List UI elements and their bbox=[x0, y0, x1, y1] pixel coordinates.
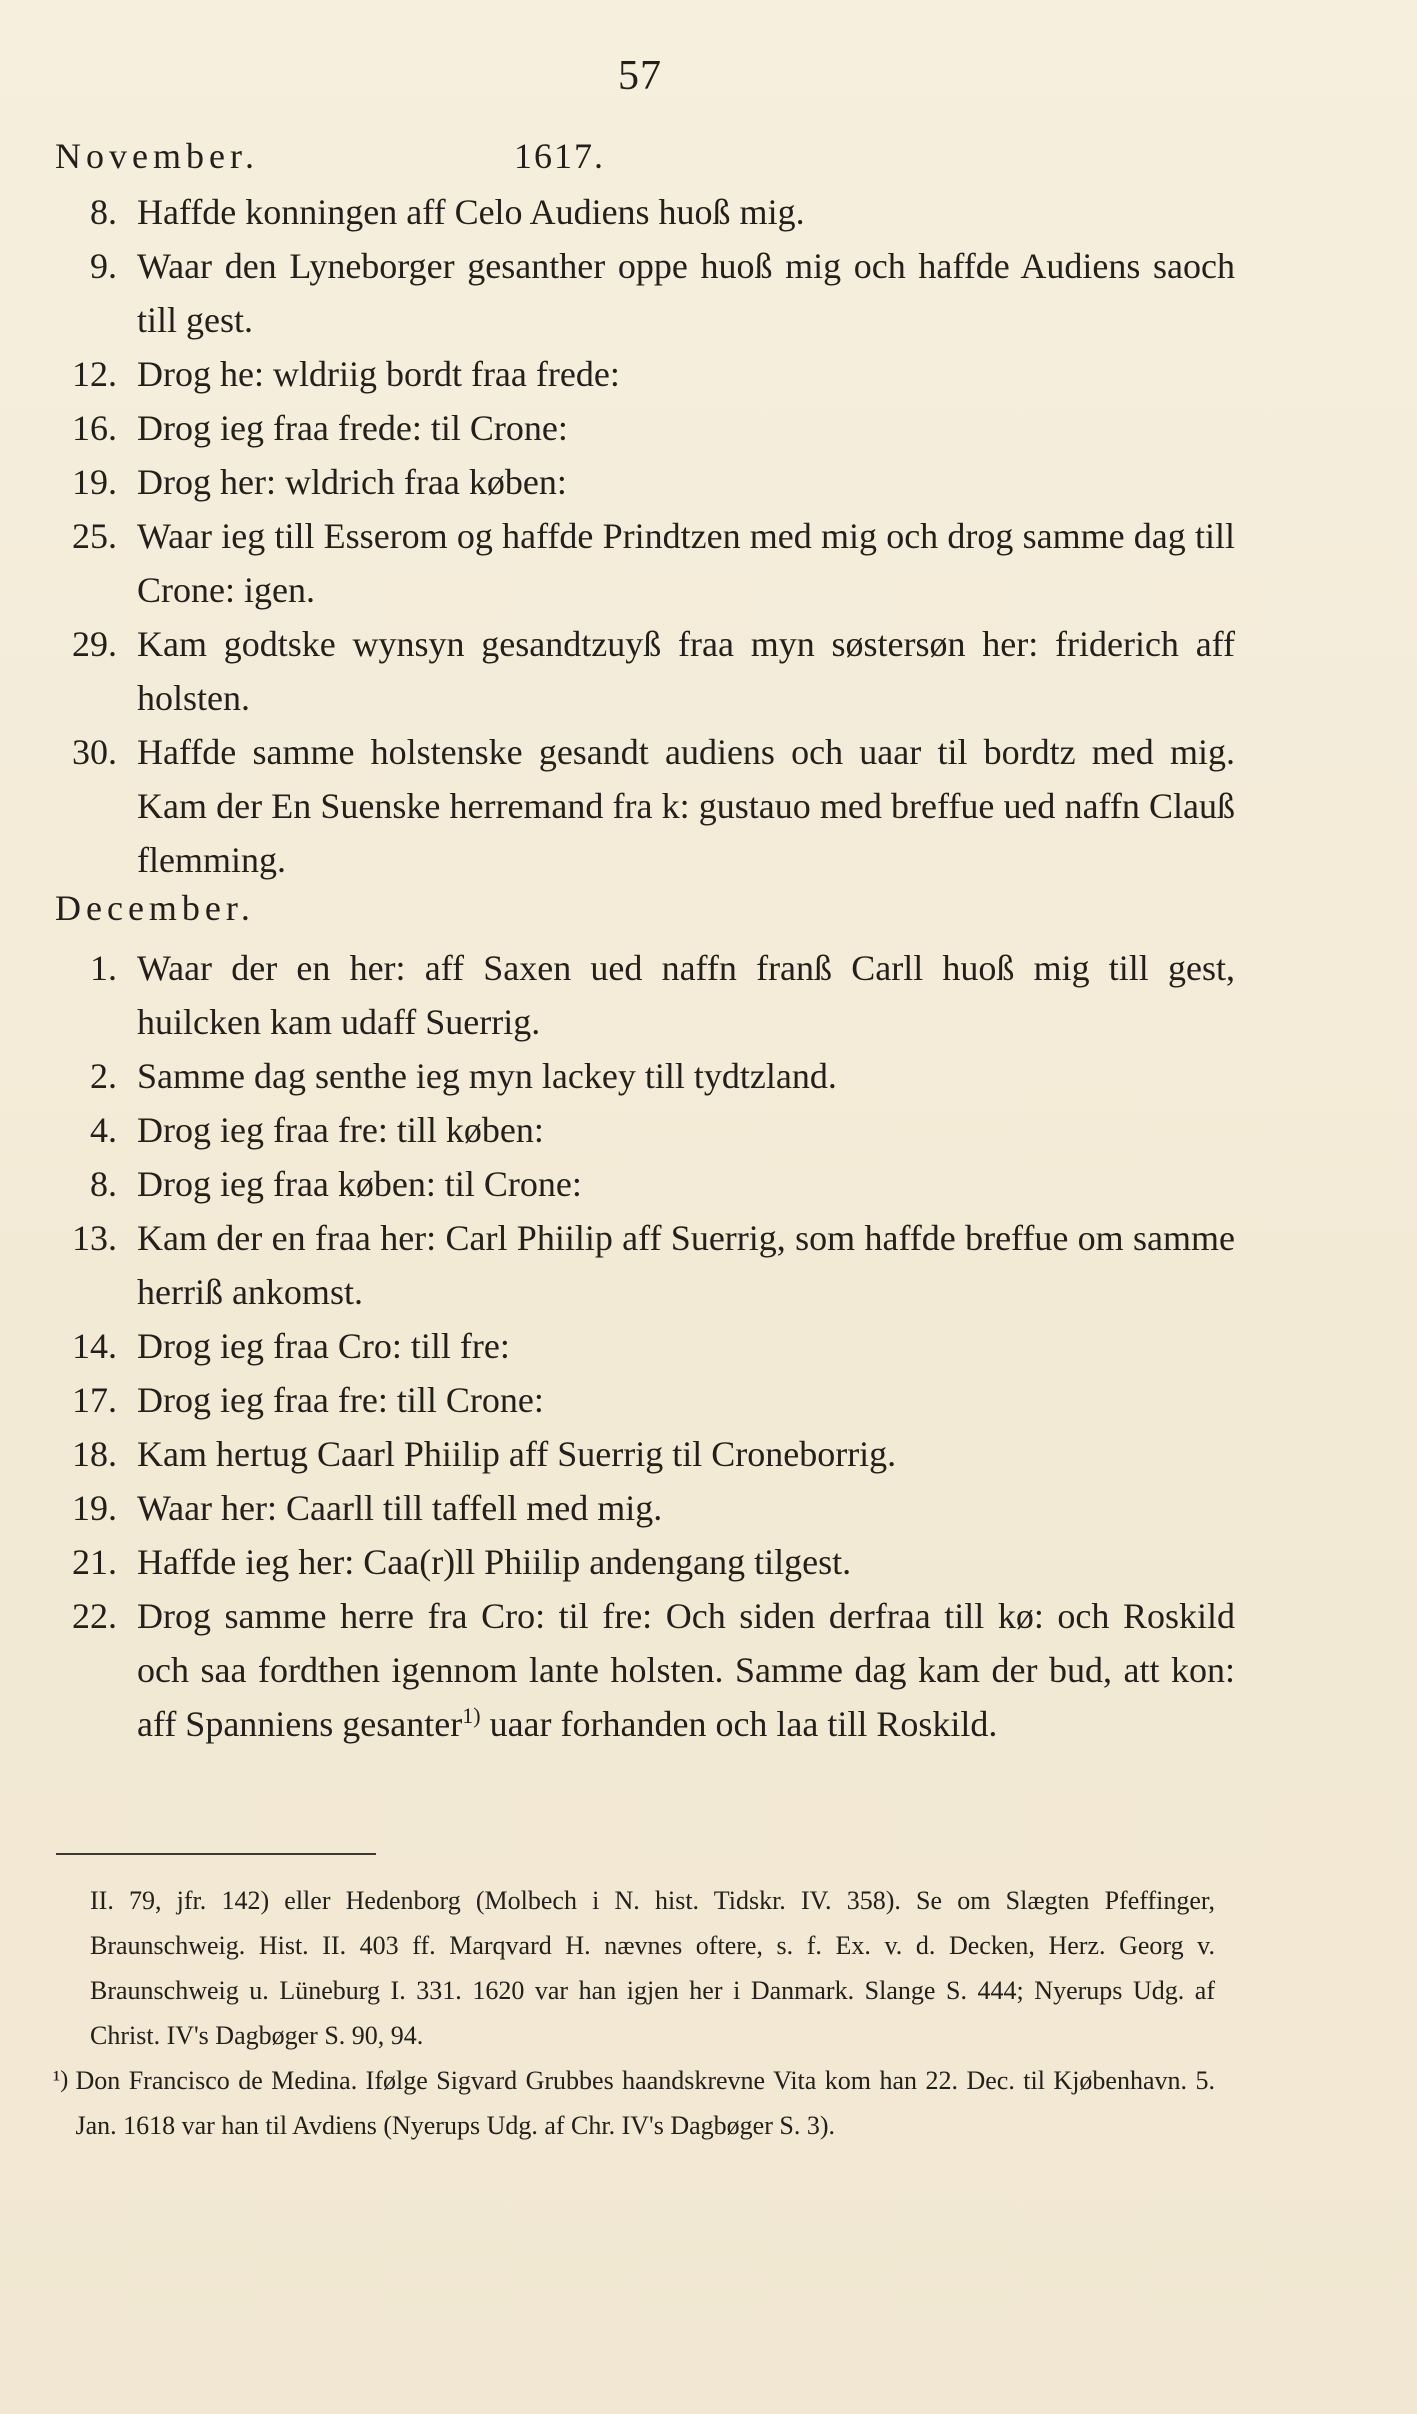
footnote-reference: 1) bbox=[462, 1703, 481, 1728]
entry-text: Drog her: wldrich fraa køben: bbox=[137, 462, 567, 502]
entry-text-main: Drog samme herre fra Cro: til fre: Och siden derfraa till kø: och Roskild och saa fordthen igennom lante holsten. Samme dag kam der bud, att kon: aff Spanniens gesanter bbox=[137, 1596, 1235, 1744]
november-heading-row bbox=[55, 135, 1235, 185]
diary-content bbox=[55, 135, 1235, 1751]
entry-text: Samme dag senthe ieg myn lackey till tydtzland. bbox=[137, 1056, 837, 1096]
diary-entry bbox=[55, 185, 1235, 239]
diary-entry bbox=[55, 1535, 1235, 1589]
diary-entry bbox=[55, 1481, 1235, 1535]
entry-text-tail: uaar forhanden och laa till Roskild. bbox=[480, 1704, 998, 1744]
diary-entry bbox=[55, 1589, 1235, 1751]
year-heading: 1617. bbox=[513, 136, 605, 176]
entry-text: Drog he: wldriig bordt fraa frede: bbox=[137, 354, 620, 394]
entry-day: 13. bbox=[72, 1218, 117, 1258]
entry-text bbox=[137, 1589, 1235, 1751]
entry-text: Waar den Lyneborger gesanther oppe huoß mig och haffde Audiens saoch till gest. bbox=[137, 246, 1235, 340]
footnote-divider bbox=[56, 1853, 376, 1855]
entry-day: 18. bbox=[72, 1434, 117, 1474]
entry-day: 16. bbox=[72, 408, 117, 448]
entry-day: 1. bbox=[90, 948, 117, 988]
entry-text: Kam godtske wynsyn gesandtzuyß fraa myn søstersøn her: friderich aff holsten. bbox=[137, 624, 1235, 718]
diary-entry bbox=[55, 1049, 1235, 1103]
entry-day: 19. bbox=[72, 462, 117, 502]
entry-text: Drog ieg fraa fre: till køben: bbox=[137, 1110, 544, 1150]
footnote-marker: ¹) bbox=[53, 2067, 69, 2093]
footnotes bbox=[53, 1878, 1215, 2148]
entry-text: Waar her: Caarll till taffell med mig. bbox=[137, 1488, 663, 1528]
entry-day: 22. bbox=[72, 1596, 117, 1636]
entry-day: 21. bbox=[72, 1542, 117, 1582]
entry-text: Waar der en her: aff Saxen ued naffn franß Carll huoß mig till gest, huilcken kam udaff Suerrig. bbox=[137, 948, 1235, 1042]
diary-entry bbox=[55, 1319, 1235, 1373]
diary-entry bbox=[55, 1157, 1235, 1211]
diary-entry bbox=[55, 725, 1235, 887]
footnote-continuation: II. 79, jfr. 142) eller Hedenborg (Molbech i N. hist. Tidskr. IV. 358). Se om Slægten Pfeffinger, Braunschweig. Hist. II. 403 ff. Marqvard H. nævnes oftere, s. f. Ex. v. d. Decken, Herz. Georg v. Braunschweig u. Lüneburg I. 331. 1620 var han igjen her i Danmark. Slange S. 444; Nyerups Udg. af Christ. IV's Dagbøger S. 90, 94. bbox=[90, 1886, 1215, 2050]
entry-text: Drog ieg fraa køben: til Crone: bbox=[137, 1164, 582, 1204]
month-heading-november: November. bbox=[55, 136, 259, 176]
entry-text: Drog ieg fraa Cro: till fre: bbox=[137, 1326, 510, 1366]
entry-day: 29. bbox=[72, 624, 117, 664]
month-heading-december: December. bbox=[55, 888, 255, 928]
entry-text: Drog ieg fraa fre: till Crone: bbox=[137, 1380, 544, 1420]
entry-day: 4. bbox=[90, 1110, 117, 1150]
diary-entry bbox=[55, 941, 1235, 1049]
diary-entry bbox=[55, 617, 1235, 725]
entry-day: 17. bbox=[72, 1380, 117, 1420]
entry-day: 8. bbox=[90, 1164, 117, 1204]
diary-entry bbox=[55, 347, 1235, 401]
entry-text: Haffde ieg her: Caa(r)ll Phiilip andengang tilgest. bbox=[137, 1542, 852, 1582]
entry-day: 25. bbox=[72, 516, 117, 556]
diary-entry bbox=[55, 455, 1235, 509]
entry-day: 14. bbox=[72, 1326, 117, 1366]
entry-text: Kam hertug Caarl Phiilip aff Suerrig til Croneborrig. bbox=[137, 1434, 897, 1474]
diary-entry bbox=[55, 509, 1235, 617]
diary-entry bbox=[55, 1211, 1235, 1319]
entry-day: 9. bbox=[90, 246, 117, 286]
entry-text: Haffde konningen aff Celo Audiens huoß mig. bbox=[137, 192, 805, 232]
diary-entry bbox=[55, 401, 1235, 455]
footnote-1 bbox=[53, 2058, 1215, 2148]
entry-text: Drog ieg fraa frede: til Crone: bbox=[137, 408, 568, 448]
entry-day: 12. bbox=[72, 354, 117, 394]
entry-day: 8. bbox=[90, 192, 117, 232]
entry-text: Kam der en fraa her: Carl Phiilip aff Suerrig, som haffde breffue om samme herriß ankomst. bbox=[137, 1218, 1235, 1312]
entry-text: Waar ieg till Esserom og haffde Prindtzen med mig och drog samme dag till Crone: igen. bbox=[137, 516, 1235, 610]
entry-day: 19. bbox=[72, 1488, 117, 1528]
entry-day: 2. bbox=[90, 1056, 117, 1096]
entry-day: 30. bbox=[72, 732, 117, 772]
diary-entry bbox=[55, 1373, 1235, 1427]
diary-entry bbox=[55, 239, 1235, 347]
diary-entry bbox=[55, 1427, 1235, 1481]
page-number: 57 bbox=[618, 53, 662, 99]
footnote-text: Don Francisco de Medina. Ifølge Sigvard Grubbes haandskrevne Vita kom han 22. Dec. til Kjøbenhavn. 5. Jan. 1618 var han til Avdiens (Nyerups Udg. af Chr. IV's Dagbøger S. 3). bbox=[75, 2066, 1215, 2140]
diary-entry bbox=[55, 1103, 1235, 1157]
entry-text: Haffde samme holstenske gesandt audiens och uaar til bordtz med mig. Kam der En Suenske herremand fra k: gustauo med breffue ued naffn Clauß flemming. bbox=[137, 732, 1235, 880]
